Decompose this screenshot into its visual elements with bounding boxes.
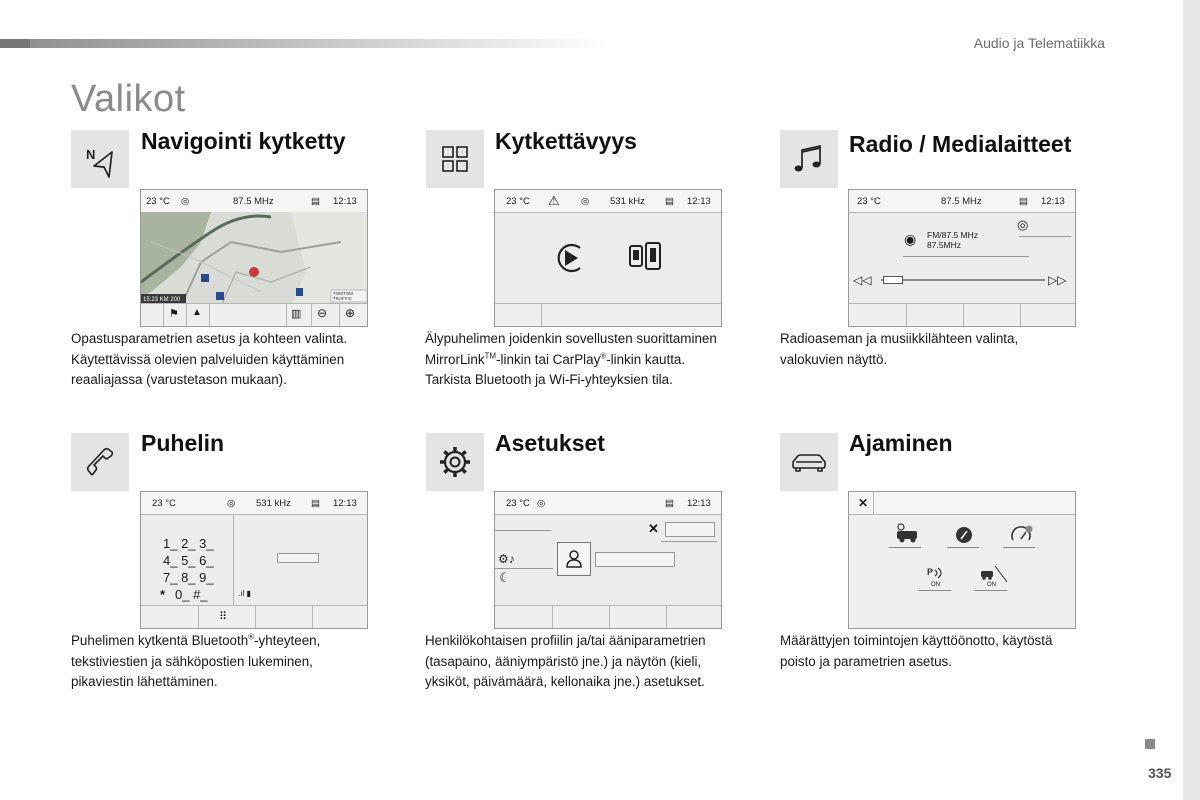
keypad[interactable]: 1_ 2_ 3_ 4_ 5_ 6_ 7_ 8_ 9_ * 0_ #_ bbox=[160, 536, 214, 602]
settings-screen bbox=[494, 491, 722, 629]
status-bar bbox=[849, 492, 1075, 515]
divider bbox=[495, 530, 551, 531]
audio-settings-icon[interactable]: ⚙♪ bbox=[498, 552, 515, 566]
number-field[interactable] bbox=[277, 553, 319, 563]
status-bar bbox=[141, 190, 367, 213]
night-mode-icon[interactable]: ☾ bbox=[499, 570, 511, 585]
message-icon: ▤ bbox=[665, 498, 674, 509]
divider bbox=[903, 256, 1029, 257]
station-info: FM/87.5 MHz 87.5MHz bbox=[927, 230, 979, 250]
close-icon[interactable]: ✕ bbox=[648, 521, 659, 536]
checkered-flag-icon[interactable]: ⚑ bbox=[169, 308, 179, 320]
profile-name-field[interactable] bbox=[595, 552, 675, 567]
clock: 12:13 bbox=[1041, 196, 1065, 207]
connectivity-icon bbox=[426, 130, 484, 188]
seek-back-icon[interactable]: ◁◁ bbox=[853, 273, 872, 287]
keypad-icon[interactable]: ⠿ bbox=[219, 611, 228, 623]
svg-text:P: P bbox=[927, 567, 934, 577]
page-edge-strip bbox=[1183, 0, 1200, 800]
eco-icon[interactable] bbox=[949, 522, 979, 546]
navigation-description: Opastusparametrien asetus ja kohteen valinta. Käytettävissä olevien palveluiden käyttäminen reaaliajassa (varustetason mukaan). bbox=[71, 331, 348, 387]
frequency: 531 kHz bbox=[256, 498, 291, 509]
map-layers-icon[interactable]: ▥ bbox=[291, 308, 302, 320]
vehicle-settings-icon[interactable] bbox=[893, 522, 923, 546]
temperature: 23 °C bbox=[146, 196, 170, 207]
section-title-connectivity: Kytkettävyys bbox=[495, 128, 637, 154]
status-bar bbox=[495, 190, 721, 213]
signal-icon: ◎ bbox=[537, 498, 546, 509]
signal-strength-icon: .ıl ▮ bbox=[238, 589, 251, 598]
zoom-in-icon[interactable]: ⊕ bbox=[345, 306, 356, 320]
radio-screen bbox=[848, 189, 1076, 327]
chapter-header: Audio ja Telematiikka bbox=[973, 35, 1105, 51]
zoom-out-icon[interactable]: ⊖ bbox=[317, 306, 328, 320]
bottom-toolbar bbox=[849, 303, 1075, 326]
page-number: 335 bbox=[1148, 765, 1172, 781]
frequency: 87.5 MHz bbox=[233, 196, 274, 207]
traffic-label: TOMTOM TRAFFIC bbox=[333, 291, 353, 301]
star-key[interactable]: * bbox=[160, 587, 166, 602]
phone-icon bbox=[71, 433, 129, 491]
bottom-toolbar bbox=[141, 303, 367, 326]
clock: 12:13 bbox=[687, 498, 711, 509]
settings-description: Henkilökohtaisen profiilin ja/tai ääniparametrien (tasapaino, ääniympäristö jne.) ja näytön (kieli, yksiköt, päivämäärä, kellonaika jne.) asetukset. bbox=[425, 633, 706, 689]
park-assist-icon[interactable] bbox=[925, 564, 953, 584]
music-note-icon bbox=[780, 130, 838, 188]
temperature: 23 °C bbox=[857, 196, 881, 207]
message-icon: ▤ bbox=[311, 196, 320, 207]
clock: 12:13 bbox=[687, 196, 711, 207]
frequency-slider-handle[interactable] bbox=[883, 276, 903, 284]
navigation-icon bbox=[71, 130, 129, 188]
connectivity-description: Älypuhelimen joidenkin sovellusten suorittaminen MirrorLink™-linkin tai CarPlay®-linkin kautta. Tarkista Bluetooth ja Wi-Fi-yhteyksien tila. bbox=[425, 331, 717, 387]
section-title-radio: Radio / Medialaitteet bbox=[849, 131, 1072, 157]
radio-signal-icon: ◉ bbox=[904, 231, 917, 247]
phone-description: Puhelimen kytkentä Bluetooth®-yhteyteen, tekstiviestien ja sähköpostien lukeminen, pikaviestin lähettäminen. bbox=[71, 632, 321, 689]
signal-icon: ◎ bbox=[227, 498, 236, 509]
message-icon: ▤ bbox=[311, 498, 320, 509]
svg-text:N: N bbox=[86, 147, 96, 162]
status-bar bbox=[849, 190, 1075, 213]
status-bar bbox=[141, 492, 367, 515]
park-assist-status: ON bbox=[931, 582, 940, 588]
phone-screen bbox=[140, 491, 368, 629]
section-title-driving: Ajaminen bbox=[849, 430, 953, 456]
signal-icon: ◎ bbox=[181, 196, 190, 207]
connectivity-screen bbox=[494, 189, 722, 327]
section-title-settings: Asetukset bbox=[495, 430, 605, 456]
compass-icon[interactable]: ▲ bbox=[192, 307, 202, 318]
option-field[interactable] bbox=[665, 522, 715, 537]
blind-spot-status: ON bbox=[987, 582, 996, 588]
clock: 12:13 bbox=[333, 498, 357, 509]
frequency: 531 kHz bbox=[610, 196, 645, 207]
car-icon bbox=[780, 433, 838, 491]
divider bbox=[1019, 236, 1071, 237]
page-title: Valikot bbox=[71, 78, 186, 120]
warning-icon: ⚠ bbox=[548, 193, 560, 208]
blind-spot-icon[interactable] bbox=[977, 564, 1009, 584]
nav-distance: 15:23 KM 200 bbox=[143, 297, 181, 303]
divider bbox=[495, 568, 553, 569]
frequency: 87.5 MHz bbox=[941, 196, 982, 207]
top-gradient-bar bbox=[0, 39, 610, 48]
status-bar bbox=[495, 492, 721, 515]
section-title-navigation: Navigointi kytketty bbox=[141, 128, 346, 154]
speed-limit-icon[interactable] bbox=[1007, 522, 1037, 546]
bottom-toolbar bbox=[141, 605, 367, 628]
bottom-toolbar bbox=[495, 605, 721, 628]
mirrorlink-icon[interactable] bbox=[625, 240, 665, 274]
temperature: 23 °C bbox=[152, 498, 176, 509]
driving-screen bbox=[848, 491, 1076, 629]
temperature: 23 °C bbox=[506, 196, 530, 207]
gear-icon bbox=[426, 433, 484, 491]
clock: 12:13 bbox=[333, 196, 357, 207]
divider bbox=[661, 541, 717, 542]
page-marker bbox=[1145, 739, 1155, 749]
carplay-icon[interactable] bbox=[550, 238, 590, 278]
temperature: 23 °C bbox=[506, 498, 530, 509]
signal-icon: ◎ bbox=[581, 196, 590, 207]
antenna-icon[interactable]: ◎ bbox=[1017, 217, 1029, 232]
message-icon: ▤ bbox=[665, 196, 674, 207]
driving-description: Määrättyjen toimintojen käyttöönotto, käytöstä poisto ja parametrien asetus. bbox=[780, 633, 1053, 669]
message-icon: ▤ bbox=[1019, 196, 1028, 207]
radio-description: Radioaseman ja musiikkilähteen valinta, valokuvien näyttö. bbox=[780, 331, 1019, 367]
bottom-toolbar bbox=[495, 303, 721, 326]
close-icon[interactable]: ✕ bbox=[858, 496, 869, 510]
frequency-slider-track[interactable] bbox=[881, 279, 1045, 281]
navigation-screen bbox=[140, 189, 368, 327]
section-title-phone: Puhelin bbox=[141, 430, 225, 456]
profile-button[interactable] bbox=[557, 542, 591, 576]
seek-forward-icon[interactable]: ▷▷ bbox=[1048, 273, 1067, 287]
